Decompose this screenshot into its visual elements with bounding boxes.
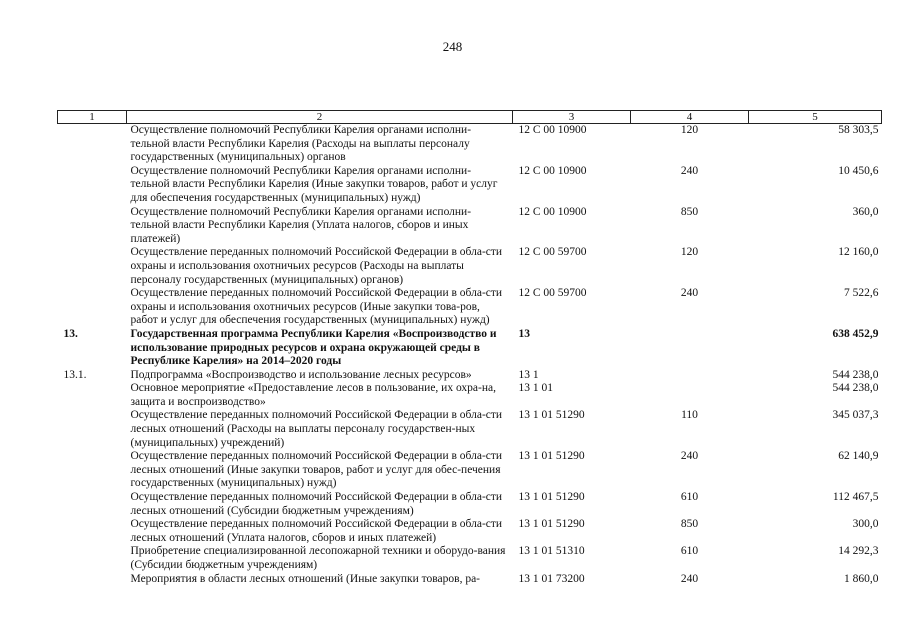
row-expense-type: 610 — [680, 545, 699, 558]
row-amount: 1 860,0 — [844, 572, 879, 585]
row-number — [58, 206, 127, 247]
row-amount: 544 238,0 — [832, 382, 879, 395]
row-description: Приобретение специализированной лесопожарной техники и оборудо-вания (Субсидии бюджетным учреждениям) — [130, 545, 506, 571]
row-number — [58, 382, 127, 409]
row-description: Мероприятия в области лесных отношений (Иные закупки товаров, ра- — [130, 572, 481, 585]
row-expense-type — [631, 382, 749, 409]
row-budget-code: 13 1 01 51290 — [518, 518, 585, 531]
column-header-description: 2 — [127, 111, 513, 124]
row-number — [58, 491, 127, 518]
row-amount: 544 238,0 — [832, 368, 879, 381]
row-description: Осуществление переданных полномочий Российской Федерации в обла-сти охраны и использования охотничьих ресурсов (Иные закупки това-ров, работ и услуг для обеспечения государственных (муниципальных) нужд) — [130, 287, 503, 327]
row-budget-code: 13 1 01 51310 — [518, 545, 585, 558]
row-number — [58, 287, 127, 328]
table-row — [58, 450, 882, 491]
row-description: Основное мероприятие «Предоставление лесов в пользование, их охра-на, защита и воспроизводство» — [130, 382, 496, 408]
table-row — [58, 518, 882, 545]
row-expense-type: 610 — [680, 491, 699, 504]
row-number — [58, 573, 127, 587]
row-expense-type: 240 — [680, 450, 699, 463]
row-number — [58, 518, 127, 545]
row-number — [58, 409, 127, 450]
row-expense-type: 850 — [680, 205, 699, 218]
row-amount: 10 450,6 — [838, 164, 879, 177]
table-row — [58, 287, 882, 328]
row-description: Осуществление переданных полномочий Российской Федерации в обла-сти лесных отношений (Уплата налогов, сборов и иных платежей) — [130, 518, 503, 544]
table-row — [58, 124, 882, 165]
row-description: Осуществление полномочий Республики Карелия органами исполни-тельной власти Республики Карелия (Уплата налогов, сборов и иных платежей) — [130, 205, 472, 245]
row-amount: 7 522,6 — [844, 287, 879, 300]
column-header-number: 1 — [58, 111, 127, 124]
row-amount: 360,0 — [852, 205, 879, 218]
row-amount: 58 303,5 — [838, 124, 879, 136]
row-amount: 14 292,3 — [838, 545, 879, 558]
row-number — [58, 246, 127, 287]
table-row — [58, 382, 882, 409]
row-budget-code: 12 С 00 10900 — [518, 164, 587, 177]
row-expense-type: 240 — [680, 164, 699, 177]
row-budget-code: 13 1 01 — [518, 382, 553, 395]
row-expense-type: 120 — [680, 124, 699, 136]
row-budget-code: 12 С 00 59700 — [518, 246, 587, 259]
row-number: 13. — [63, 327, 78, 340]
table-row — [58, 545, 882, 572]
table-row — [58, 573, 882, 587]
table-row — [58, 328, 882, 369]
table-body — [58, 124, 882, 587]
table-row — [58, 409, 882, 450]
page-number: 248 — [442, 39, 463, 54]
row-amount: 345 037,3 — [832, 409, 879, 422]
column-header-budget-code: 3 — [513, 111, 631, 124]
row-number — [58, 165, 127, 206]
row-budget-code: 12 С 00 10900 — [518, 124, 587, 136]
row-description: Государственная программа Республики Карелия «Воспроизводство и использование природных ресурсов и охрана окружающей среды в Республике Карелия» на 2014–2020 годы — [130, 327, 497, 368]
row-budget-code: 13 1 — [518, 368, 539, 381]
row-budget-code: 12 С 00 10900 — [518, 205, 587, 218]
header-row — [58, 111, 882, 124]
row-expense-type: 120 — [680, 246, 699, 259]
row-number — [58, 124, 127, 165]
row-budget-code: 13 1 01 73200 — [518, 572, 585, 585]
row-description: Подпрограмма «Воспроизводство и использование лесных ресурсов» — [130, 368, 472, 381]
table-row — [58, 369, 882, 383]
table-row — [58, 246, 882, 287]
row-amount: 300,0 — [852, 518, 879, 531]
row-amount: 112 467,5 — [832, 491, 879, 504]
row-amount: 638 452,9 — [832, 327, 879, 340]
table-row — [58, 206, 882, 247]
row-expense-type — [631, 369, 749, 383]
row-expense-type — [631, 328, 749, 369]
table-row — [58, 491, 882, 518]
row-expense-type: 110 — [681, 409, 698, 422]
row-number — [58, 545, 127, 572]
row-expense-type: 240 — [680, 572, 699, 585]
row-budget-code: 13 1 01 51290 — [518, 450, 585, 463]
row-description: Осуществление переданных полномочий Российской Федерации в обла-сти лесных отношений (Расходы на выплаты персоналу государствен-ных (муниципальных) учреждений) — [130, 409, 503, 449]
row-amount: 62 140,9 — [838, 450, 879, 463]
row-budget-code: 13 1 01 51290 — [518, 409, 585, 422]
row-number: 13.1. — [63, 368, 87, 381]
row-budget-code: 13 1 01 51290 — [518, 491, 585, 504]
row-description: Осуществление переданных полномочий Российской Федерации в обла-сти лесных отношений (Субсидии бюджетным учреждениям) — [130, 491, 503, 517]
column-header-amount: 5 — [749, 111, 882, 124]
row-description: Осуществление переданных полномочий Российской Федерации в обла-сти охраны и использования охотничьих ресурсов (Расходы на выплаты персоналу государственных (муниципальных) органов) — [130, 246, 503, 286]
row-expense-type: 240 — [680, 287, 699, 300]
row-number — [58, 450, 127, 491]
column-header-expense-type: 4 — [631, 111, 749, 124]
row-description: Осуществление переданных полномочий Российской Федерации в обла-сти лесных отношений (Иные закупки товаров, работ и услуг для обес-печения государственных (муниципальных) нужд) — [130, 450, 503, 490]
budget-table — [57, 110, 882, 586]
row-description: Осуществление полномочий Республики Карелия органами исполни-тельной власти Республики Карелия (Расходы на выплаты персоналу государственных (муниципальных) органов — [130, 124, 472, 164]
row-budget-code: 13 — [518, 327, 530, 340]
row-expense-type: 850 — [680, 518, 699, 531]
row-description: Осуществление полномочий Республики Карелия органами исполни-тельной власти Республики Карелия (Иные закупки товаров, работ и услуг для обеспечения государственных (муниципальных) нужд) — [130, 164, 498, 204]
table-header — [58, 111, 882, 124]
row-budget-code: 12 С 00 59700 — [518, 287, 587, 300]
table-row — [58, 165, 882, 206]
row-amount: 12 160,0 — [838, 246, 879, 259]
